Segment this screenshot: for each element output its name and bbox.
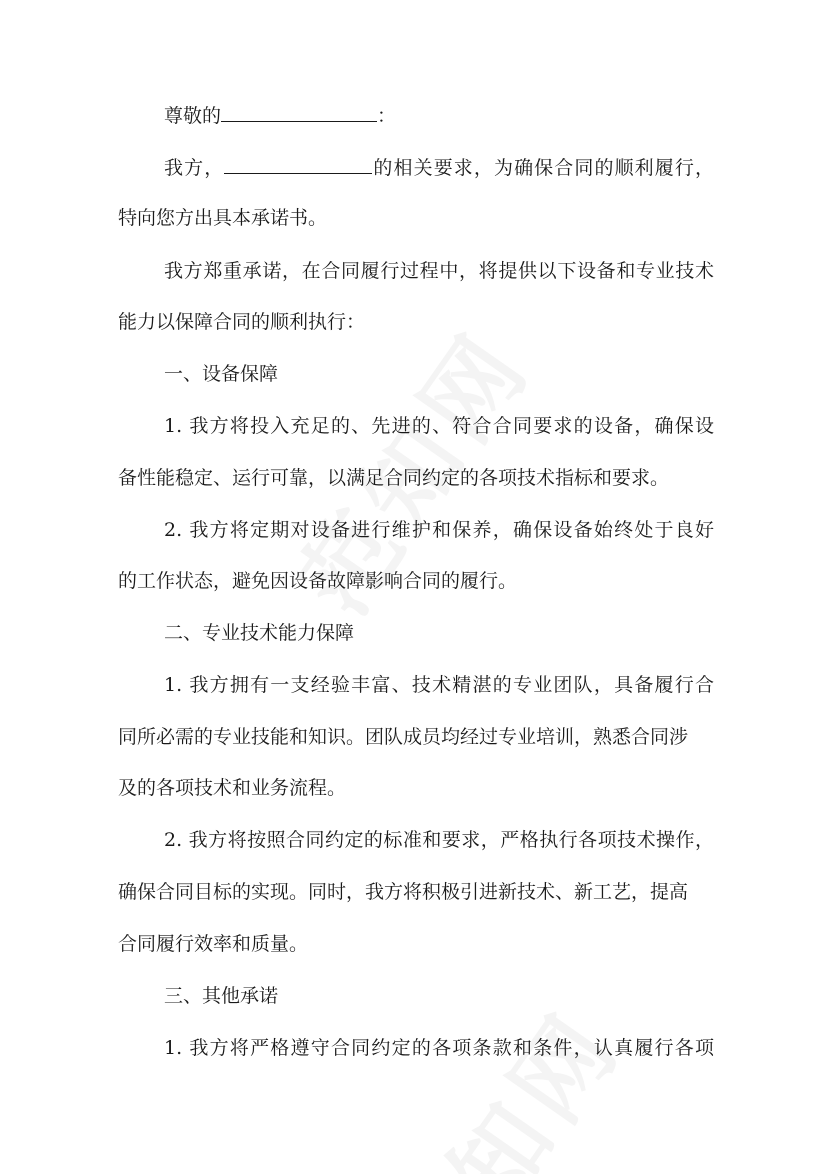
s2-item2-line-2: 确保合同目标的实现。同时，我方将积极引进新技术、新工艺，提高 (118, 881, 689, 903)
s2-item2-line-3: 合同履行效率和质量。 (118, 933, 309, 955)
s2-item2-line-1: 2. 我方将按照合同约定的标准和要求，严格执行各项技术操作， (164, 829, 714, 851)
s1-item2-line-1: 2. 我方将定期对设备进行维护和保养，确保设备始终处于良好 (164, 519, 714, 541)
contract-blank (224, 155, 372, 174)
pledge-line-2: 能力以保障合同的顺利执行： (118, 311, 366, 333)
s2-item1-line-2: 同所必需的专业技能和知识。团队成员均经过专业培训，熟悉合同涉 (118, 726, 689, 748)
section2-heading: 二、专业技术能力保障 (164, 622, 355, 644)
intro-line-1 (164, 155, 714, 180)
recipient-blank (221, 103, 377, 122)
salutation (164, 103, 396, 128)
intro-line-2: 特向您方出具本承诺书。 (118, 207, 328, 229)
intro-prefix: 我方， (164, 157, 225, 179)
salutation-prefix: 尊敬的 (164, 105, 222, 127)
salutation-suffix: ： (377, 105, 397, 127)
s1-item1-line-1: 1. 我方将投入充足的、先进的、符合合同要求的设备，确保设 (164, 415, 714, 437)
s1-item1-line-2: 备性能稳定、运行可靠，以满足合同约定的各项技术指标和要求。 (118, 467, 670, 489)
section3-heading: 三、其他承诺 (164, 985, 279, 1007)
pledge-line-1: 我方郑重承诺，在合同履行过程中，将提供以下设备和专业技术 (164, 260, 714, 282)
watermark (352, 979, 647, 1174)
s2-item1-line-3: 及的各项技术和业务流程。 (118, 777, 347, 799)
s2-item1-line-1: 1. 我方拥有一支经验丰富、技术精湛的专业团队，具备履行合 (164, 674, 714, 696)
s1-item2-line-2: 的工作状态，避免因设备故障影响合同的履行。 (118, 570, 518, 592)
section1-heading: 一、设备保障 (164, 363, 279, 385)
s3-item1-line-1: 1. 我方将严格遵守合同约定的各项条款和条件，认真履行各项 (164, 1037, 714, 1059)
intro-suffix: 的相关要求，为确保合同的顺利履行， (372, 157, 714, 179)
